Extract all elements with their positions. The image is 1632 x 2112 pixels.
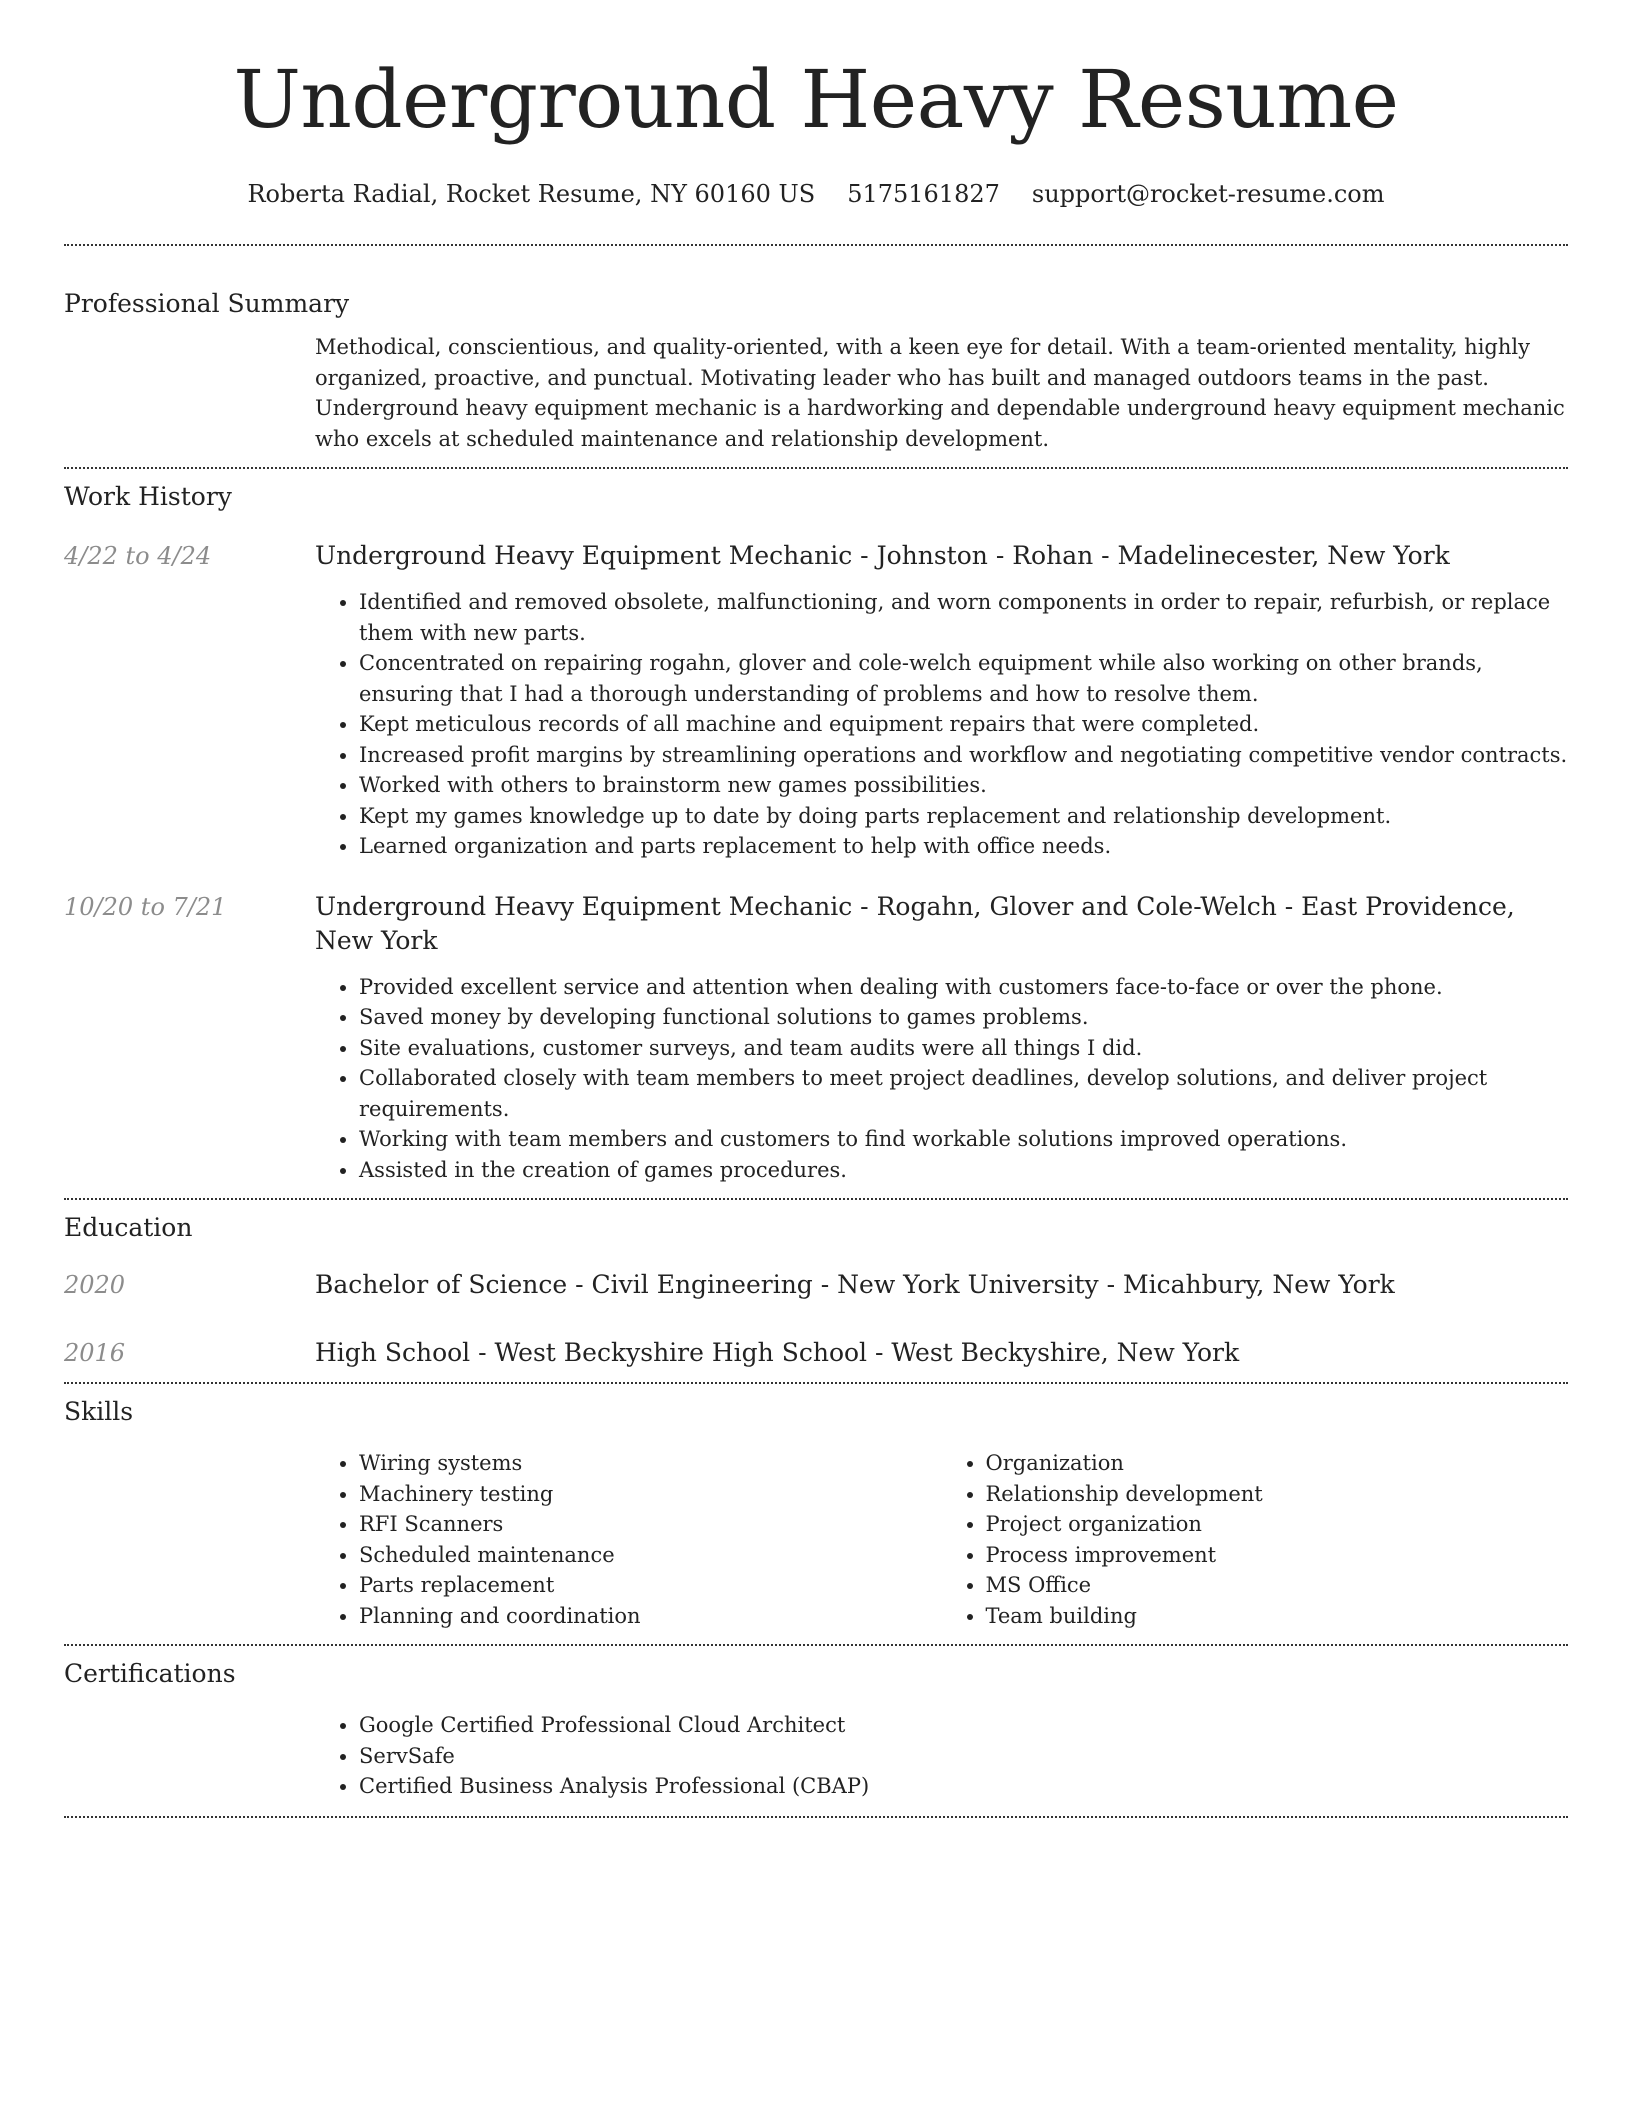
job-dates: 4/22 to 4/24 <box>64 542 212 570</box>
education-heading-line <box>315 1336 1568 1370</box>
education-entry <box>64 1268 1568 1302</box>
list-item: • ServSafe <box>359 1741 1568 1772</box>
section-divider <box>64 1382 1568 1384</box>
list-item: • Collaborated closely with team members to meet project deadlines, develop solutions, and deliver project requirements. <box>359 1063 1568 1124</box>
job-details: - Rogahn, Glover and Cole-Welch - East Providence, New York <box>315 891 1515 955</box>
list-item: • Concentrated on repairing rogahn, glover and cole-welch equipment while also working on other brands, ensuring that I had a thorough understanding of problems and how to resolve them. <box>359 648 1568 709</box>
job-bullets <box>315 587 1568 862</box>
list-item: • Identified and removed obsolete, malfunctioning, and worn components in order to repair, refurbish, or replace them with new parts. <box>359 587 1568 648</box>
resume-title: Underground Heavy Resume <box>233 53 1399 146</box>
section-divider <box>64 1198 1568 1200</box>
education-details: - West Beckyshire High School - West Beckyshire, New York <box>470 1338 1240 1367</box>
list-item: • Certified Business Analysis Professional (CBAP) <box>359 1771 1568 1802</box>
education-entry <box>64 1336 1568 1370</box>
list-item: • Learned organization and parts replacement to help with office needs. <box>359 831 1568 862</box>
list-item: • Google Certified Professional Cloud Architect <box>359 1710 1568 1741</box>
list-item: • Process improvement <box>986 1540 1569 1571</box>
education-heading-line <box>315 1268 1568 1302</box>
list-item: • Machinery testing <box>359 1479 942 1510</box>
education-heading: Education <box>64 1213 193 1242</box>
list-item: • Organization <box>986 1448 1569 1479</box>
education-year: 2016 <box>64 1339 126 1367</box>
section-divider <box>64 467 1568 469</box>
section-divider <box>64 1644 1568 1646</box>
job-title: Underground Heavy Equipment Mechanic <box>315 891 853 921</box>
job-bullets <box>315 972 1568 1186</box>
list-item: • Team building <box>986 1601 1569 1632</box>
job-details: - Johnston - Rohan - Madelinecester, New York <box>852 541 1450 570</box>
work-history-heading: Work History <box>64 482 232 511</box>
list-item: • Planning and coordination <box>359 1601 942 1632</box>
list-item: • Kept my games knowledge up to date by doing parts replacement and relationship development. <box>359 801 1568 832</box>
list-item: • RFI Scanners <box>359 1509 942 1540</box>
contact-email: support@rocket-resume.com <box>1031 180 1385 208</box>
list-item: • MS Office <box>986 1570 1569 1601</box>
list-item: • Working with team members and customers to find workable solutions improved operations. <box>359 1124 1568 1155</box>
contact-address: Roberta Radial, Rocket Resume, NY 60160 US <box>247 180 816 208</box>
education-section <box>64 1212 1568 1370</box>
summary-heading: Professional Summary <box>64 289 350 318</box>
list-item: • Parts replacement <box>359 1570 942 1601</box>
education-details: - New York University - Micahbury, New York <box>812 1270 1395 1299</box>
section-divider <box>64 244 1568 246</box>
skills-section <box>64 1396 1568 1631</box>
list-item: • Assisted in the creation of games procedures. <box>359 1155 1568 1186</box>
education-degree: High School <box>315 1338 471 1367</box>
education-year: 2020 <box>64 1271 126 1299</box>
certifications-heading: Certifications <box>64 1659 236 1688</box>
list-item: • Increased profit margins by streamlining operations and workflow and negotiating competitive vendor contracts. <box>359 740 1568 771</box>
summary-section <box>64 288 1568 454</box>
list-item: • Saved money by developing functional solutions to games problems. <box>359 1002 1568 1033</box>
job-entry <box>64 539 1568 862</box>
summary-text: Methodical, conscientious, and quality-oriented, with a keen eye for detail. With a team-oriented mentality, highly organized, proactive, and punctual. Motivating leader who has built and managed outdoors teams in the past. Underground heavy equipment mechanic is a hardworking and dependable underground heavy equipment mechanic who excels at scheduled maintenance and relationship development. <box>315 335 1565 451</box>
list-item: • Wiring systems <box>359 1448 942 1479</box>
certifications-list <box>315 1710 1568 1802</box>
job-title: Underground Heavy Equipment Mechanic <box>315 541 853 570</box>
certifications-section <box>64 1658 1568 1802</box>
contact-phone: 5175161827 <box>847 180 1000 208</box>
skills-heading: Skills <box>64 1397 134 1426</box>
job-heading <box>315 890 1568 958</box>
education-degree: Bachelor of Science - Civil Engineering <box>315 1270 813 1299</box>
list-item: • Site evaluations, customer surveys, and team audits were all things I did. <box>359 1033 1568 1064</box>
contact-line <box>64 178 1568 210</box>
job-heading <box>315 539 1568 573</box>
list-item: • Provided excellent service and attention when dealing with customers face-to-face or over the phone. <box>359 972 1568 1003</box>
skills-list-left <box>315 1448 942 1631</box>
list-item: • Scheduled maintenance <box>359 1540 942 1571</box>
list-item: • Kept meticulous records of all machine and equipment repairs that were completed. <box>359 709 1568 740</box>
resume-page <box>64 0 1568 1818</box>
skills-list-right <box>942 1448 1569 1631</box>
job-entry <box>64 890 1568 1186</box>
job-dates: 10/20 to 7/21 <box>64 892 227 921</box>
list-item: • Project organization <box>986 1509 1569 1540</box>
work-history-section <box>64 481 1568 1185</box>
section-divider <box>64 1816 1568 1818</box>
list-item: • Relationship development <box>986 1479 1569 1510</box>
list-item: • Worked with others to brainstorm new games possibilities. <box>359 770 1568 801</box>
